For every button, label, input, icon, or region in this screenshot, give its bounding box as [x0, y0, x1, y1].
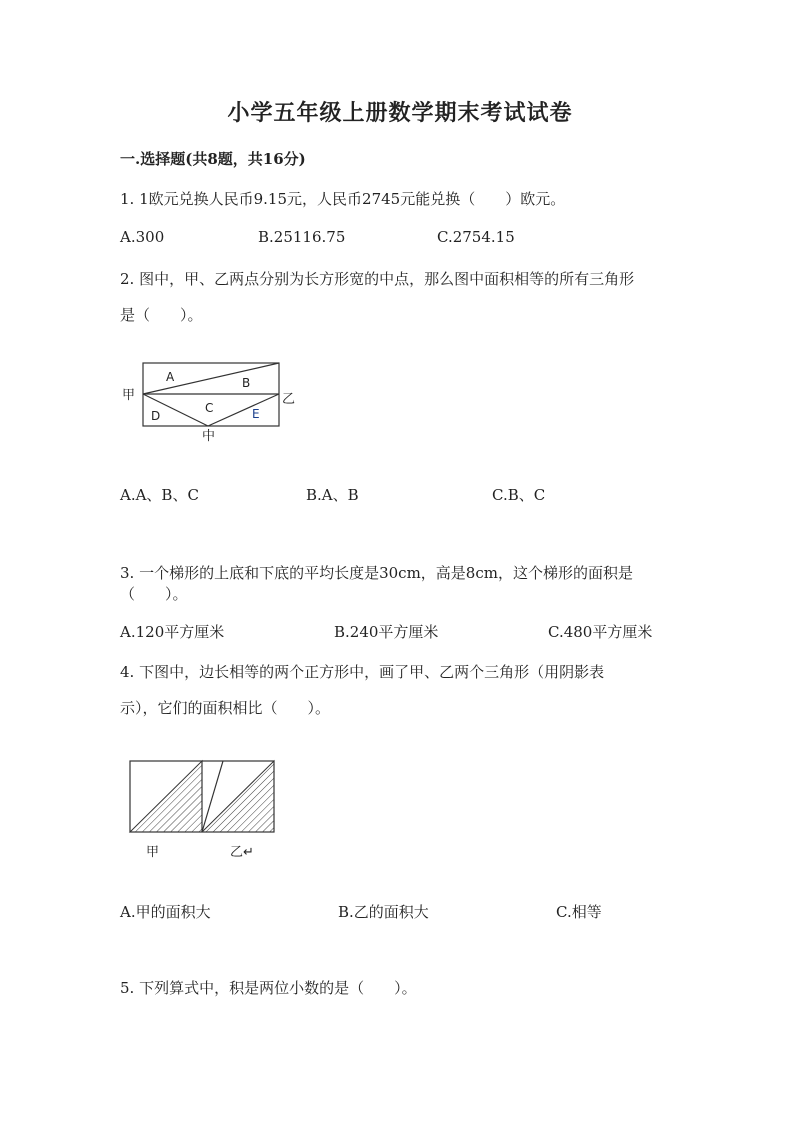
figure-label-yi: 乙↵ [230, 845, 254, 860]
question-3-text-line-1: 3. 一个梯形的上底和下底的平均长度是30cm，高是8cm，这个梯形的面积是 [120, 564, 633, 582]
figure-label-b: B [242, 376, 251, 390]
figure-label-jia: 甲 [146, 845, 160, 860]
question-2-option-a[interactable]: A.A、B、C [120, 486, 199, 504]
figure-label-yi: 乙 [282, 392, 296, 407]
figure-label-zhong: 中 [202, 429, 216, 444]
figure-label-c: C [205, 401, 214, 415]
figure-right-slant [208, 394, 279, 426]
triangle-jia [130, 761, 202, 832]
question-3-option-c[interactable]: C.480平方厘米 [548, 623, 653, 641]
question-5-text: 5. 下列算式中，积是两位小数的是（ ）。 [120, 979, 417, 997]
question-2-text-line-1: 2. 图中，甲、乙两点分别为长方形宽的中点，那么图中面积相等的所有三角形 [120, 270, 635, 288]
question-4-option-a[interactable]: A.甲的面积大 [120, 903, 211, 921]
question-1-text: 1. 1欧元兑换人民币9.15元，人民币2745元能兑换（ ）欧元。 [120, 190, 566, 208]
question-4-text-line-1: 4. 下图中，边长相等的两个正方形中，画了甲、乙两个三角形（用阴影表 [120, 663, 605, 681]
squares-triangles-figure [126, 756, 286, 862]
figure-label-e: E [252, 407, 260, 421]
question-3-option-a[interactable]: A.120平方厘米 [120, 623, 225, 641]
question-2-option-c[interactable]: C.B、C [492, 486, 546, 504]
question-2-text-line-2: 是（ ）。 [120, 306, 203, 324]
question-4-option-c[interactable]: C.相等 [556, 903, 602, 921]
figure-diagonal-upper [143, 363, 279, 394]
question-3-option-b[interactable]: B.240平方厘米 [334, 623, 439, 641]
figure-label-d: D [151, 409, 161, 423]
figure-label-jia: 甲 [122, 388, 136, 403]
question-2-option-b[interactable]: B.A、B [306, 486, 359, 504]
question-4-text-line-2: 示），它们的面积相比（ ）。 [120, 699, 331, 717]
question-1-option-c[interactable]: C.2754.15 [437, 228, 515, 246]
section-heading: 一.选择题(共8题，共16分) [120, 150, 306, 168]
question-4-option-b[interactable]: B.乙的面积大 [338, 903, 429, 921]
rectangle-triangles-figure [118, 356, 308, 446]
page-title: 小学五年级上册数学期末考试试卷 [227, 100, 573, 126]
figure-label-a: A [166, 370, 175, 384]
question-1-option-b[interactable]: B.25116.75 [258, 228, 346, 246]
question-1-option-a[interactable]: A.300 [120, 228, 165, 246]
question-3-text-line-2: （ ）。 [120, 585, 188, 603]
